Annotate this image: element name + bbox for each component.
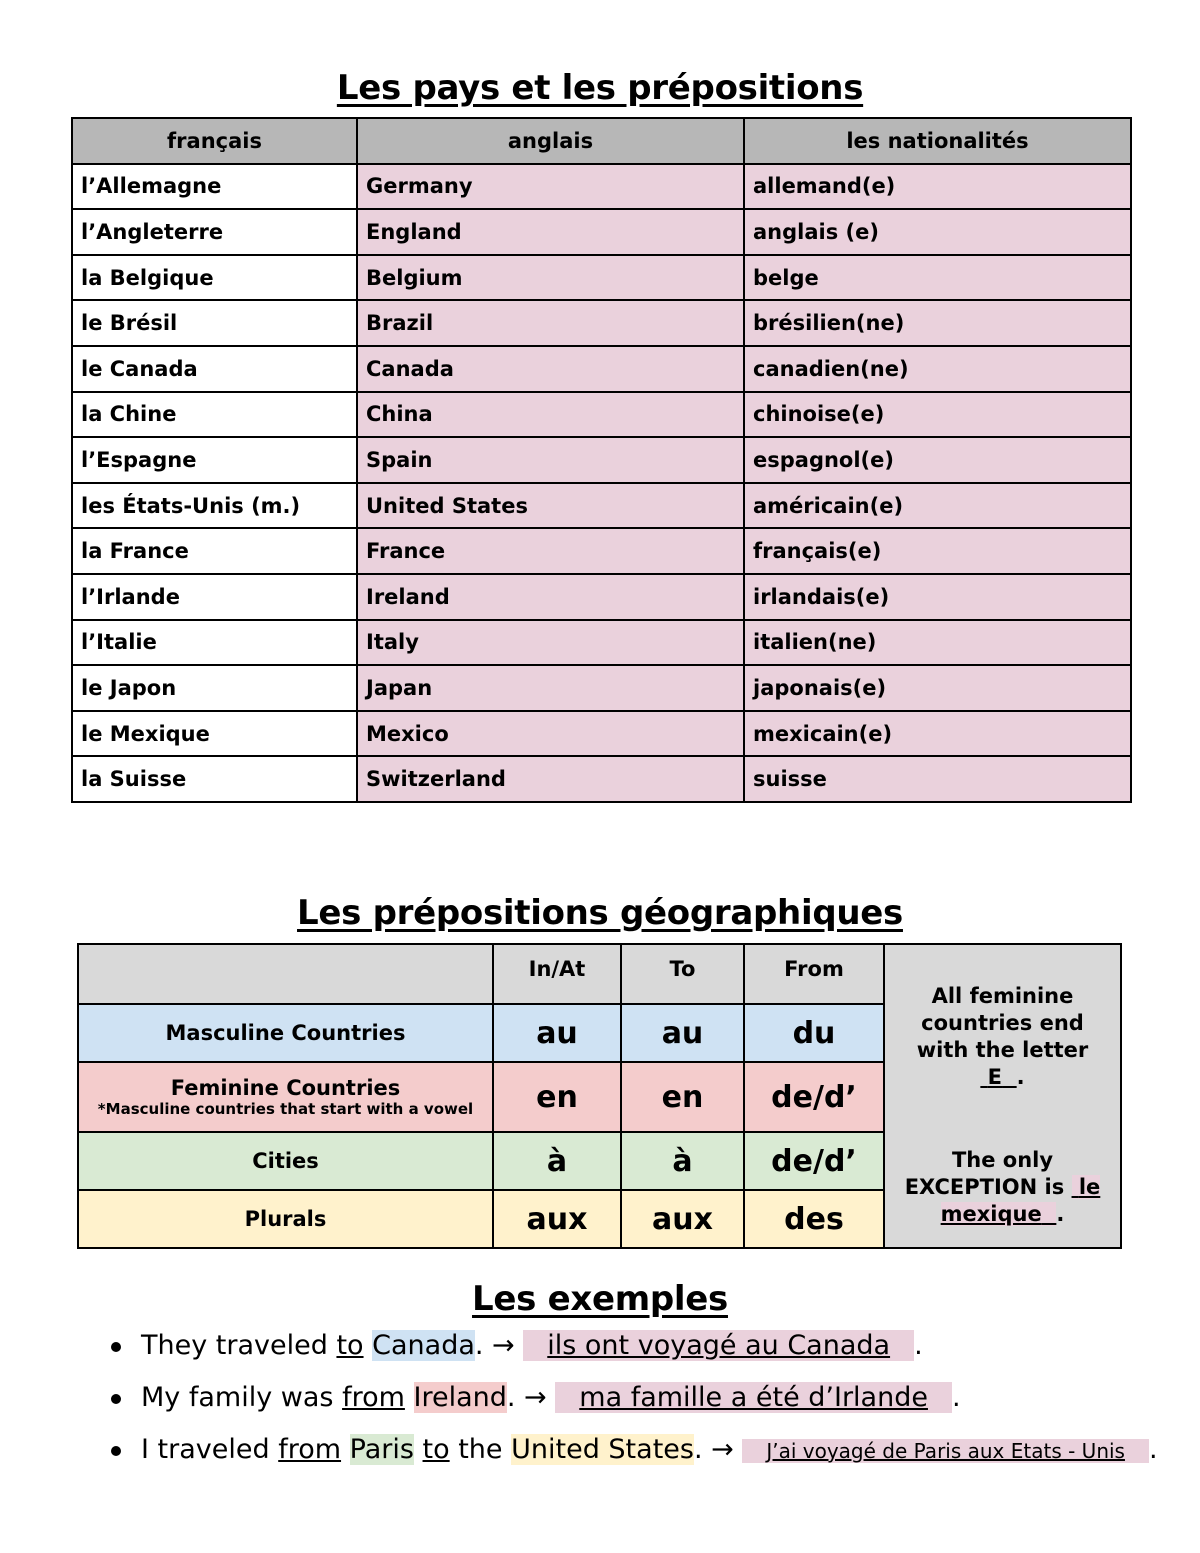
cell-english: England bbox=[357, 209, 744, 255]
cell-french: le Brésil bbox=[72, 300, 357, 346]
table-row bbox=[72, 756, 1131, 802]
cell-english: Mexico bbox=[357, 711, 744, 757]
table-row bbox=[72, 392, 1131, 438]
prep-to: à bbox=[621, 1132, 744, 1190]
cell-nationality: brésilien(ne) bbox=[744, 300, 1131, 346]
prep-from: du bbox=[744, 1004, 884, 1062]
exception-note: The only EXCEPTION is le mexique . bbox=[904, 1148, 1101, 1226]
cell-english: Germany bbox=[357, 164, 744, 210]
row-label: Feminine Countries *Masculine countries that start with a vowel bbox=[78, 1062, 493, 1132]
answer-blank: ils ont voyagé au Canada bbox=[523, 1330, 914, 1361]
cell-nationality: américain(e) bbox=[744, 483, 1131, 529]
prep-to: en bbox=[621, 1062, 744, 1132]
cell-nationality: mexicain(e) bbox=[744, 711, 1131, 757]
cell-nationality: chinoise(e) bbox=[744, 392, 1131, 438]
cell-english: Spain bbox=[357, 437, 744, 483]
prep-header-to: To bbox=[621, 944, 744, 1004]
prepositions-table bbox=[77, 943, 1122, 1249]
header-english: anglais bbox=[357, 118, 744, 164]
cell-nationality: belge bbox=[744, 255, 1131, 301]
row-note: *Masculine countries that start with a vowel bbox=[97, 1100, 474, 1118]
cell-nationality: espagnol(e) bbox=[744, 437, 1131, 483]
cell-french: la Belgique bbox=[72, 255, 357, 301]
prep-from: des bbox=[744, 1190, 884, 1248]
prep-in: à bbox=[493, 1132, 621, 1190]
table-row bbox=[72, 164, 1131, 210]
cell-french: l’Irlande bbox=[72, 574, 357, 620]
table-row bbox=[72, 665, 1131, 711]
list-item: I traveled from Paris to the United States. → J’ai voyagé de Paris aux Etats - Unis . bbox=[100, 1426, 1180, 1478]
cell-english: Brazil bbox=[357, 300, 744, 346]
prep-to: aux bbox=[621, 1190, 744, 1248]
table-row bbox=[72, 620, 1131, 666]
cell-english: Switzerland bbox=[357, 756, 744, 802]
row-label: Plurals bbox=[78, 1190, 493, 1248]
prep-header-empty bbox=[78, 944, 493, 1004]
prep-header-row bbox=[78, 944, 1121, 1004]
header-nationality: les nationalités bbox=[744, 118, 1131, 164]
countries-title: Les pays et les prépositions bbox=[336, 68, 864, 108]
feminine-rule-blank: E bbox=[987, 1065, 1003, 1089]
prep-from: de/d’ bbox=[744, 1132, 884, 1190]
prep-from: de/d’ bbox=[744, 1062, 884, 1132]
prep-in: en bbox=[493, 1062, 621, 1132]
prepositions-title: Les prépositions géographiques bbox=[297, 893, 903, 933]
cell-nationality: anglais (e) bbox=[744, 209, 1131, 255]
table-row bbox=[72, 346, 1131, 392]
prep-to: au bbox=[621, 1004, 744, 1062]
examples-list bbox=[100, 1322, 1180, 1478]
cell-nationality: suisse bbox=[744, 756, 1131, 802]
cell-french: le Canada bbox=[72, 346, 357, 392]
table-row bbox=[72, 300, 1131, 346]
header-french: français bbox=[72, 118, 357, 164]
prep-header-from: From bbox=[744, 944, 884, 1004]
row-label: Masculine Countries bbox=[78, 1004, 493, 1062]
cell-english: China bbox=[357, 392, 744, 438]
cell-nationality: canadien(ne) bbox=[744, 346, 1131, 392]
list-item: They traveled to Canada. → ils ont voyagé au Canada . bbox=[100, 1322, 1180, 1374]
cell-french: la France bbox=[72, 528, 357, 574]
cell-nationality: français(e) bbox=[744, 528, 1131, 574]
table-row bbox=[72, 437, 1131, 483]
cell-french: la Suisse bbox=[72, 756, 357, 802]
list-item: My family was from Ireland. → ma famille a été d’Irlande . bbox=[100, 1374, 1180, 1426]
answer-blank: ma famille a été d’Irlande bbox=[555, 1382, 952, 1413]
cell-nationality: italien(ne) bbox=[744, 620, 1131, 666]
table-row bbox=[72, 255, 1131, 301]
prep-header-in: In/At bbox=[493, 944, 621, 1004]
table-row bbox=[72, 483, 1131, 529]
cell-nationality: irlandais(e) bbox=[744, 574, 1131, 620]
cell-english: France bbox=[357, 528, 744, 574]
cell-french: le Japon bbox=[72, 665, 357, 711]
examples-title: Les exemples bbox=[472, 1279, 728, 1319]
cell-english: Italy bbox=[357, 620, 744, 666]
cell-english: Japan bbox=[357, 665, 744, 711]
table-row bbox=[72, 209, 1131, 255]
cell-english: Belgium bbox=[357, 255, 744, 301]
prep-in: aux bbox=[493, 1190, 621, 1248]
cell-french: l’Allemagne bbox=[72, 164, 357, 210]
cell-english: United States bbox=[357, 483, 744, 529]
cell-english: Ireland bbox=[357, 574, 744, 620]
cell-french: l’Espagne bbox=[72, 437, 357, 483]
table-row bbox=[72, 574, 1131, 620]
cell-french: l’Italie bbox=[72, 620, 357, 666]
cell-french: la Chine bbox=[72, 392, 357, 438]
cell-french: l’Angleterre bbox=[72, 209, 357, 255]
answer-blank: J’ai voyagé de Paris aux Etats - Unis bbox=[742, 1439, 1149, 1463]
feminine-rule-note: All feminine countries end with the letter E . bbox=[916, 984, 1089, 1089]
table-row bbox=[72, 711, 1131, 757]
table-row bbox=[72, 528, 1131, 574]
cell-nationality: japonais(e) bbox=[744, 665, 1131, 711]
cell-english: Canada bbox=[357, 346, 744, 392]
cell-nationality: allemand(e) bbox=[744, 164, 1131, 210]
cell-french: le Mexique bbox=[72, 711, 357, 757]
table-header-row bbox=[72, 118, 1131, 164]
exception-blank: le mexique bbox=[940, 1175, 1101, 1226]
countries-table bbox=[71, 117, 1132, 803]
cell-french: les États-Unis (m.) bbox=[72, 483, 357, 529]
side-notes bbox=[884, 944, 1121, 1248]
row-label: Cities bbox=[78, 1132, 493, 1190]
prep-in: au bbox=[493, 1004, 621, 1062]
